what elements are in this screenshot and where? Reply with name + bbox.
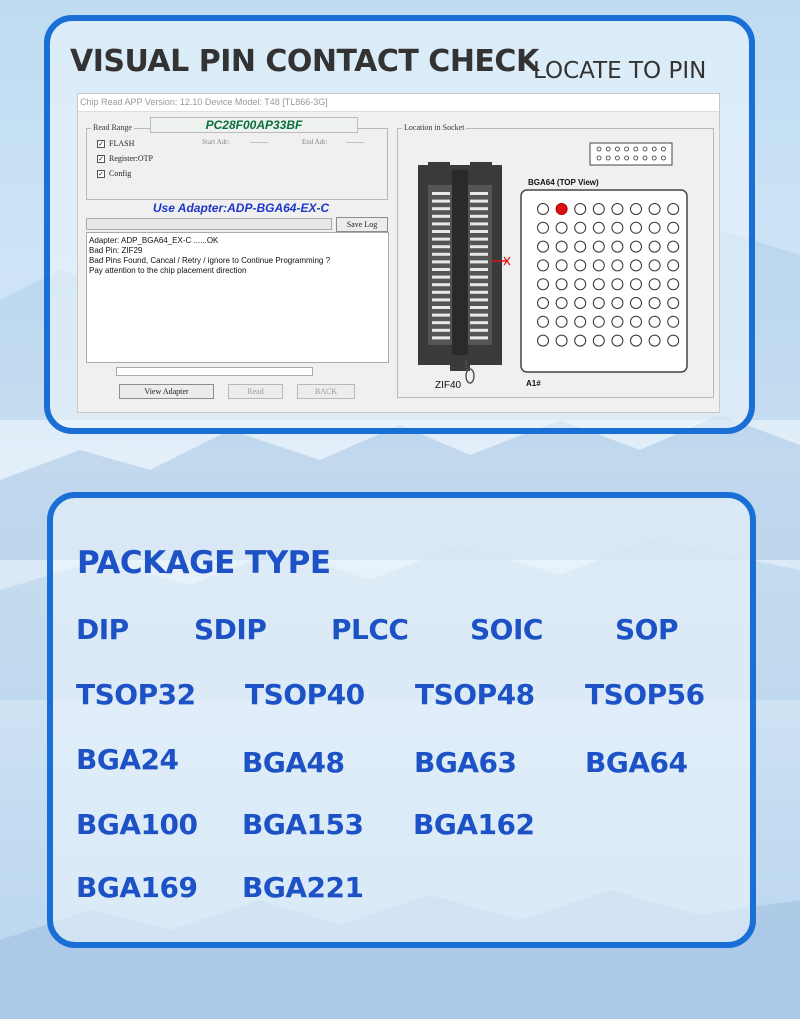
zif-pin <box>432 230 450 233</box>
bga-ball <box>631 298 642 309</box>
bga-ball <box>668 204 679 215</box>
package-item: TSOP48 <box>415 678 535 711</box>
package-item: DIP <box>76 613 129 646</box>
package-item: BGA153 <box>242 808 364 841</box>
progress-field <box>86 218 332 230</box>
bga-ball <box>538 298 549 309</box>
view-adapter-button[interactable]: View Adapter <box>119 384 214 399</box>
zif-pin <box>470 245 488 248</box>
bga-ball <box>612 241 623 252</box>
log-line: Adapter: ADP_BGA64_EX-C ......OK <box>89 236 219 245</box>
bga-ball <box>668 298 679 309</box>
software-window <box>77 93 720 413</box>
package-item: TSOP56 <box>585 678 705 711</box>
back-button[interactable]: BACK <box>297 384 355 399</box>
flash-checkbox-label: FLASH <box>109 139 135 148</box>
zif-pin <box>432 321 450 324</box>
flash-checkbox[interactable] <box>97 139 134 148</box>
connector-header <box>590 143 672 165</box>
zif-pin <box>432 215 450 218</box>
socket-diagram <box>408 130 708 390</box>
package-item: BGA24 <box>76 743 179 776</box>
bga-ball <box>538 279 549 290</box>
bga-ball <box>538 316 549 327</box>
package-item: BGA221 <box>242 871 364 904</box>
zif-pin <box>432 306 450 309</box>
bga-ball <box>556 298 567 309</box>
bga-ball <box>593 241 604 252</box>
zif-pin <box>432 283 450 286</box>
zif-pin <box>470 192 488 195</box>
package-item: TSOP32 <box>76 678 196 711</box>
package-item: SOP <box>615 613 678 646</box>
bga-ball <box>631 335 642 346</box>
zif-pin <box>432 314 450 317</box>
zif-pin <box>470 230 488 233</box>
zif-pin <box>470 222 488 225</box>
bga-ball <box>612 260 623 271</box>
window-title-bar: Chip Read APP Version: 12.10 Device Model: T48 [TL866-3G] <box>78 94 719 112</box>
package-item: BGA162 <box>413 808 535 841</box>
bga-ball <box>556 260 567 271</box>
zif-pin <box>470 200 488 203</box>
bga-ball <box>649 298 660 309</box>
bga-ball <box>612 222 623 233</box>
zif-pin <box>432 207 450 210</box>
read-range-label: Read Range <box>93 123 132 132</box>
bga-ball <box>631 316 642 327</box>
config-checkbox-label: Config <box>109 169 132 178</box>
zif-pin <box>432 238 450 241</box>
zif-pin <box>432 336 450 339</box>
zif-pin <box>432 253 450 256</box>
adapter-notice: Use Adapter:ADP-BGA64-EX-C <box>152 201 330 215</box>
package-type-title: PACKAGE TYPE <box>77 545 331 581</box>
bga-ball <box>593 279 604 290</box>
bga-ball <box>612 335 623 346</box>
log-line: Pay attention to the chip placement direction <box>89 266 247 275</box>
bga-ball <box>538 222 549 233</box>
zif-pin <box>470 336 488 339</box>
zif-pin <box>432 222 450 225</box>
bga-ball <box>649 222 660 233</box>
bga-ball <box>538 260 549 271</box>
register-otp-checkbox[interactable] <box>97 154 153 163</box>
zif-pin <box>432 200 450 203</box>
bga-ball <box>631 241 642 252</box>
bga-ball <box>575 204 586 215</box>
bga-ball <box>538 204 549 215</box>
bga-label: BGA64 (TOP View) <box>528 178 599 187</box>
zif-pin <box>470 321 488 324</box>
check-icon: ✓ <box>98 155 104 164</box>
bga-ball <box>538 241 549 252</box>
zif-pin <box>432 260 450 263</box>
register-otp-checkbox-label: Register:OTP <box>109 154 153 163</box>
bga-ball <box>612 204 623 215</box>
zif-pin <box>470 329 488 332</box>
zif-pin <box>470 306 488 309</box>
log-line: Bad Pin: ZIF29 <box>89 246 143 255</box>
package-item: BGA64 <box>585 746 688 779</box>
bad-bga-ball <box>556 204 567 215</box>
package-item: BGA48 <box>242 746 345 779</box>
bga-ball <box>593 204 604 215</box>
package-item: BGA63 <box>414 746 517 779</box>
zif-label: ZIF40 <box>435 380 462 390</box>
log-output <box>86 232 389 363</box>
bga-ball <box>649 279 660 290</box>
bga-ball <box>612 279 623 290</box>
bga-ball <box>556 222 567 233</box>
bga-ball <box>649 204 660 215</box>
bga-ball <box>668 279 679 290</box>
check-icon: ✓ <box>98 140 104 149</box>
bga-ball <box>649 335 660 346</box>
zif-pin <box>432 268 450 271</box>
package-item: BGA100 <box>76 808 198 841</box>
bga-ball <box>631 279 642 290</box>
page-subtitle: LOCATE TO PIN <box>533 58 707 84</box>
start-addr-value: -------- <box>250 138 269 146</box>
bga-ball <box>668 316 679 327</box>
bga-ball <box>575 222 586 233</box>
end-addr-value: -------- <box>346 138 365 146</box>
bga-ball <box>631 260 642 271</box>
bga-ball <box>538 335 549 346</box>
zif-pin <box>470 215 488 218</box>
zif-pin <box>470 238 488 241</box>
bga-ball <box>649 316 660 327</box>
package-item: PLCC <box>331 613 409 646</box>
bga-ball <box>593 260 604 271</box>
package-item: TSOP40 <box>245 678 365 711</box>
bga-ball <box>631 204 642 215</box>
zif-pin <box>470 276 488 279</box>
progress-bar <box>116 367 313 376</box>
bga-ball <box>649 241 660 252</box>
package-item: SDIP <box>194 613 267 646</box>
bga-ball <box>668 241 679 252</box>
zif-pin <box>470 268 488 271</box>
read-button[interactable]: Read <box>228 384 283 399</box>
chip-name-field: PC28F00AP33BF <box>150 117 358 133</box>
check-icon: ✓ <box>98 170 104 179</box>
bga-ball <box>649 260 660 271</box>
bga-ball <box>556 316 567 327</box>
config-checkbox[interactable] <box>97 169 131 178</box>
bga-ball <box>575 335 586 346</box>
bga-ball <box>612 298 623 309</box>
bga-ball <box>575 298 586 309</box>
end-addr-label: End Adr: <box>302 138 328 146</box>
bga-ball <box>556 279 567 290</box>
a1-label: A1# <box>526 379 541 388</box>
bga-ball <box>668 335 679 346</box>
zif-pin <box>432 276 450 279</box>
zif-pin <box>432 291 450 294</box>
bga-ball <box>593 316 604 327</box>
log-line: Bad Pins Found, Cancal / Retry / ignore to Continue Programming ? <box>89 256 331 265</box>
bga-ball <box>631 222 642 233</box>
bga-ball <box>556 335 567 346</box>
bga-ball <box>575 260 586 271</box>
zif-pin <box>470 314 488 317</box>
page-title: VISUAL PIN CONTACT CHECK <box>70 44 539 79</box>
start-addr-label: Start Adr: <box>202 138 230 146</box>
bga-ball <box>556 241 567 252</box>
zif-pin <box>432 329 450 332</box>
zif-pin <box>470 283 488 286</box>
location-in-socket-label: Location in Socket <box>404 123 465 132</box>
bga-ball <box>575 241 586 252</box>
bga-ball <box>575 316 586 327</box>
package-item: SOIC <box>470 613 543 646</box>
bga-ball <box>575 279 586 290</box>
bga-ball <box>593 222 604 233</box>
zif-pin <box>432 192 450 195</box>
zif-pin <box>470 260 488 263</box>
zif-pin <box>470 253 488 256</box>
zif-pin <box>470 291 488 294</box>
save-log-button[interactable]: Save Log <box>336 217 388 232</box>
zif-pin <box>432 298 450 301</box>
bga-ball <box>668 260 679 271</box>
package-item: BGA169 <box>76 871 198 904</box>
bga-ball <box>612 316 623 327</box>
bga-ball <box>593 335 604 346</box>
zif-socket <box>418 162 502 383</box>
bga-ball <box>593 298 604 309</box>
zif-pin <box>432 245 450 248</box>
zif-pin <box>470 298 488 301</box>
zif-pin <box>470 207 488 210</box>
bga-ball <box>668 222 679 233</box>
